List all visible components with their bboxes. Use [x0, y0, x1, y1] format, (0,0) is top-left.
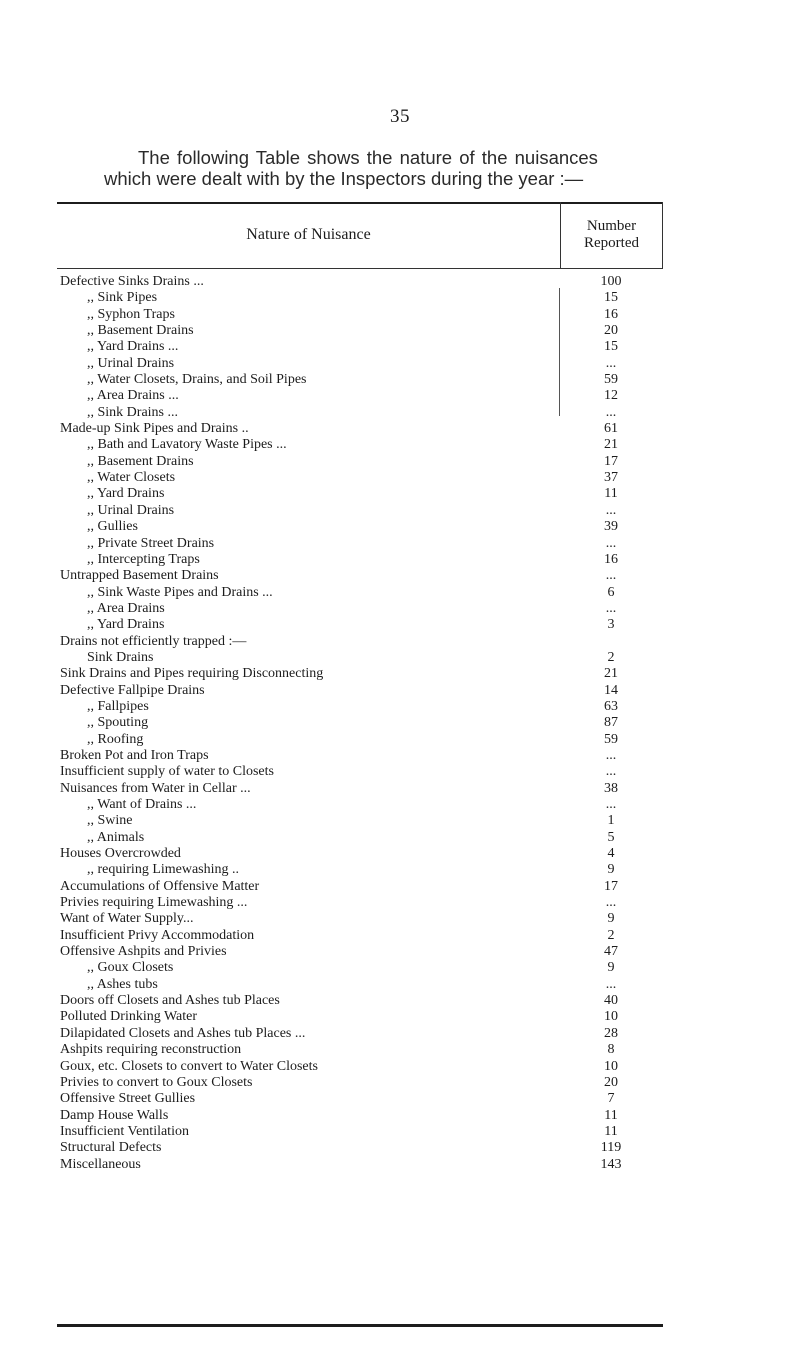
row-label: Want of Water Supply... — [60, 911, 194, 927]
row-label: ,, Yard Drains — [87, 617, 165, 633]
table-row — [57, 601, 663, 617]
row-value: 6 — [607, 584, 615, 600]
row-label: Doors off Closets and Ashes tub Places — [60, 993, 280, 1009]
row-label: ,, Sink Drains ... — [87, 404, 178, 420]
row-label: ,, Want of Drains ... — [87, 797, 197, 812]
row-label: ,, Sink Pipes — [87, 290, 158, 306]
table-row — [57, 1075, 663, 1091]
row-label: ,, Basement Drains — [87, 323, 194, 339]
row-label: Privies to convert to Goux Closets — [60, 1074, 253, 1090]
row-value: ... — [605, 502, 617, 518]
row-value: 20 — [604, 323, 618, 339]
table-row — [57, 536, 663, 552]
row-value: 7 — [607, 1091, 615, 1107]
row-value: 20 — [604, 1074, 618, 1090]
column-header-number — [561, 202, 662, 268]
row-value: 11 — [604, 486, 618, 502]
row-value: ... — [605, 764, 617, 780]
row-value: 59 — [604, 731, 618, 747]
row-value: 21 — [604, 437, 618, 453]
row-label: ,, Area Drains — [87, 600, 165, 616]
table-row — [57, 944, 663, 960]
table-row — [57, 732, 663, 748]
row-value: 21 — [604, 666, 618, 682]
row-value: 9 — [607, 911, 615, 927]
column-header-number-line2: Reported — [584, 235, 639, 251]
row-label: ,, Intercepting Traps — [87, 551, 200, 567]
row-label: Structural Defects — [60, 1140, 162, 1156]
row-value: 5 — [607, 829, 615, 845]
row-value: 15 — [604, 339, 618, 355]
table-row — [57, 617, 663, 633]
row-label: ,, requiring Limewashing .. — [87, 862, 240, 878]
row-value: 37 — [604, 470, 618, 486]
row-label: ,, Roofing — [87, 731, 144, 747]
table-row — [57, 862, 663, 878]
row-label: ,, Fallpipes — [87, 698, 149, 714]
table-row — [57, 437, 663, 453]
header-right-border — [662, 202, 663, 269]
row-value: ... — [605, 568, 617, 584]
row-label: ,, Urinal Drains — [87, 502, 175, 518]
table-row — [57, 634, 663, 650]
table-row — [57, 290, 663, 306]
table-row — [57, 977, 663, 993]
row-label: Sink Drains and Pipes requiring Disconnecting — [60, 666, 324, 682]
row-value: ... — [605, 535, 617, 551]
table-row — [57, 323, 663, 339]
row-label: ,, Yard Drains — [87, 486, 165, 502]
row-label: Polluted Drinking Water — [60, 1009, 198, 1025]
row-value: 8 — [607, 1042, 615, 1058]
row-value: 4 — [607, 846, 615, 862]
row-label: Ashpits requiring reconstruction — [60, 1042, 242, 1058]
table-row — [57, 1140, 663, 1156]
row-label: Privies requiring Limewashing ... — [60, 895, 248, 911]
row-value: 119 — [600, 1140, 622, 1156]
table-row — [57, 715, 663, 731]
row-label: Defective Fallpipe Drains — [60, 682, 205, 698]
table-row — [57, 421, 663, 437]
row-value: 17 — [604, 878, 618, 894]
row-label: ,, Sink Waste Pipes and Drains ... — [87, 584, 273, 600]
row-value: 87 — [604, 715, 618, 731]
row-value: 2 — [607, 649, 615, 665]
table-row — [57, 699, 663, 715]
table-row — [57, 911, 663, 927]
row-value: 143 — [600, 1156, 622, 1172]
table-row — [57, 470, 663, 486]
table-row — [57, 372, 663, 388]
row-value: 1 — [607, 813, 615, 829]
intro-line-1: The following Table shows the nature of the nuisances — [138, 147, 598, 168]
row-value: 14 — [604, 682, 618, 698]
table-row — [57, 1009, 663, 1025]
row-label: Made-up Sink Pipes and Drains .. — [60, 421, 249, 437]
table-row — [57, 388, 663, 404]
row-value: 11 — [604, 1107, 618, 1123]
row-value: 17 — [604, 453, 618, 469]
row-value: 47 — [604, 944, 618, 960]
intro-line-2: which were dealt with by the Inspectors during the year :— — [104, 168, 584, 189]
row-label: Insufficient Ventilation — [60, 1123, 189, 1139]
row-label: ,, Water Closets, Drains, and Soil Pipes — [87, 372, 307, 388]
row-label: Insufficient Privy Accommodation — [60, 927, 255, 943]
column-header-nature: Nature of Nuisance — [246, 226, 371, 243]
table-row — [57, 879, 663, 895]
row-value: 3 — [607, 617, 615, 633]
table-row — [57, 519, 663, 535]
table-row — [57, 666, 663, 682]
row-value: 59 — [604, 372, 618, 388]
row-label: Offensive Ashpits and Privies — [60, 944, 227, 960]
row-value: 100 — [600, 274, 622, 289]
row-value: ... — [605, 747, 617, 763]
row-label: ,, Spouting — [87, 715, 149, 731]
table-row — [57, 993, 663, 1009]
table-row — [57, 1108, 663, 1124]
row-label: Insufficient supply of water to Closets — [60, 764, 274, 780]
table-body — [57, 274, 663, 1173]
row-label: Sink Drains — [87, 649, 154, 665]
table-row — [57, 585, 663, 601]
table-row — [57, 1042, 663, 1058]
row-value: 2 — [607, 927, 615, 943]
column-header-number-line1: Number — [586, 218, 637, 234]
table-row — [57, 356, 663, 372]
row-label: ,, Goux Closets — [87, 960, 174, 976]
table-row — [57, 405, 663, 421]
table-row — [57, 486, 663, 502]
row-label: Dilapidated Closets and Ashes tub Places ... — [60, 1025, 306, 1041]
table-row — [57, 339, 663, 355]
table-row — [57, 830, 663, 846]
row-value: 12 — [604, 388, 618, 404]
table-row — [57, 1026, 663, 1042]
row-value: 39 — [604, 519, 618, 535]
row-label: ,, Ashes tubs — [87, 976, 158, 992]
row-label: Broken Pot and Iron Traps — [60, 747, 209, 763]
row-label: Accumulations of Offensive Matter — [60, 878, 260, 894]
row-value: ... — [605, 355, 617, 371]
page-number: 35 — [390, 106, 410, 127]
table-row — [57, 1157, 663, 1173]
table-row — [57, 781, 663, 797]
table-row — [57, 568, 663, 584]
table-row — [57, 895, 663, 911]
table-row — [57, 960, 663, 976]
row-value: 28 — [604, 1025, 618, 1041]
table-row — [57, 1091, 663, 1107]
row-label: Houses Overcrowded — [60, 846, 181, 862]
intro-paragraph — [104, 147, 744, 189]
row-label: Nuisances from Water in Cellar ... — [60, 780, 251, 796]
row-label: ,, Water Closets — [87, 470, 176, 486]
row-value: 38 — [604, 780, 618, 796]
row-label: Drains not efficiently trapped :— — [60, 633, 247, 649]
table-row — [57, 683, 663, 699]
row-label: Miscellaneous — [60, 1156, 141, 1172]
table-row — [57, 454, 663, 470]
table-row — [57, 552, 663, 568]
table-row — [57, 1059, 663, 1075]
row-value: 15 — [604, 290, 618, 306]
row-label: Untrapped Basement Drains — [60, 568, 219, 584]
table-row — [57, 650, 663, 666]
row-label: ,, Gullies — [87, 519, 138, 535]
row-value: ... — [605, 404, 617, 420]
table-row — [57, 748, 663, 764]
table-row — [57, 764, 663, 780]
row-value: 11 — [604, 1123, 618, 1139]
row-value: ... — [605, 600, 617, 616]
row-label: Defective Sinks Drains ... — [60, 274, 204, 289]
row-value: 16 — [604, 306, 618, 322]
row-label: ,, Area Drains ... — [87, 388, 179, 404]
table-row — [57, 797, 663, 813]
table-row — [57, 1124, 663, 1140]
row-label: Goux, etc. Closets to convert to Water Closets — [60, 1058, 318, 1074]
row-value: 61 — [604, 421, 618, 437]
row-value: 9 — [607, 960, 615, 976]
nuisance-table — [57, 202, 663, 1327]
row-value: ... — [605, 797, 617, 812]
table-bottom-rule — [57, 1324, 663, 1327]
table-row — [57, 928, 663, 944]
row-value: ... — [605, 976, 617, 992]
row-value: 10 — [604, 1058, 618, 1074]
row-label: ,, Animals — [87, 829, 145, 845]
table-row — [57, 846, 663, 862]
row-value: 63 — [604, 698, 618, 714]
row-label: ,, Urinal Drains — [87, 355, 175, 371]
row-label: Damp House Walls — [60, 1107, 169, 1123]
row-label: ,, Syphon Traps — [87, 306, 175, 322]
table-row — [57, 274, 663, 290]
table-header-rule — [57, 268, 663, 269]
row-label: Offensive Street Gullies — [60, 1091, 196, 1107]
row-value: 40 — [604, 993, 618, 1009]
row-label: ,, Private Street Drains — [87, 535, 215, 551]
table-row — [57, 503, 663, 519]
row-label: ,, Swine — [87, 813, 133, 829]
table-row — [57, 307, 663, 323]
table-row — [57, 813, 663, 829]
row-label: ,, Bath and Lavatory Waste Pipes ... — [87, 437, 287, 453]
row-value: 16 — [604, 551, 618, 567]
row-value: ... — [605, 895, 617, 911]
row-value: 9 — [607, 862, 615, 878]
row-label: ,, Yard Drains ... — [87, 339, 179, 355]
row-value: 10 — [604, 1009, 618, 1025]
row-label: ,, Basement Drains — [87, 453, 194, 469]
